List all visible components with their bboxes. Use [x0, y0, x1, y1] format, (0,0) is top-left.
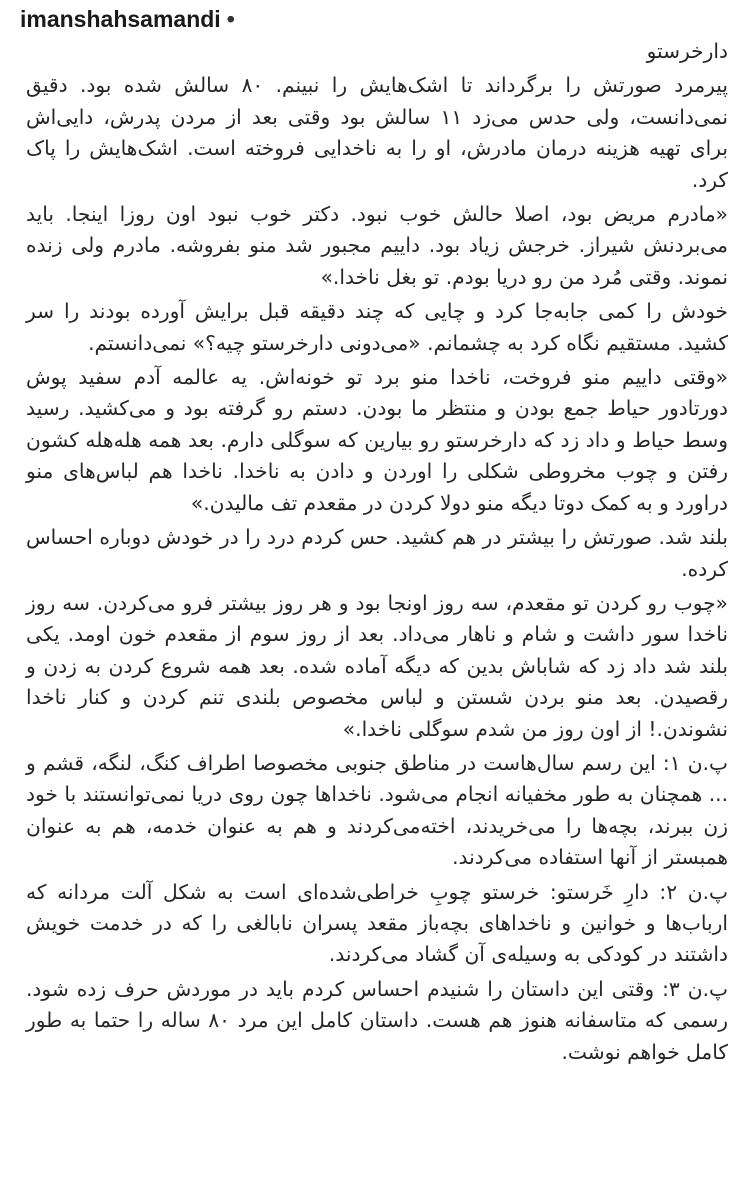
post-header — [20, 2, 235, 36]
caption-paragraph: «چوب رو کردن تو مقعدم، سه روز اونجا بود و هر روز بیشتر فرو می‌کردن. سه روز ناخدا سور داشت و شام و ناهار می‌داد. بعد از روز سوم از مقعدم خون اومد. یکی بلند شد داد زد که شاباش بدین که دیگه آماده شده. بعد همه شروع کردن به زدن و رقصیدن. بعد منو بردن شستن و لباس مخصوص بلندی تنم کردن و کنار ناخدا نشوندن.! از اون روز من شدم سوگلی ناخدا.» — [26, 590, 728, 741]
footnote-3: پ.ن ۳: وقتی این داستان را شنیدم احساس کردم باید در موردش حرف زده شود. رسمی که متاسفانه هنوز هم هست. داستان کامل این مرد ۸۰ ساله را حتما به طور کامل خواهم نوشت. — [26, 976, 728, 1064]
caption-title: دارخرستو — [646, 39, 728, 63]
caption-paragraph: خودش را کمی جابه‌جا کرد و چایی که چند دقیقه قبل برایش آورده بودند را سر کشید. مستقیم نگاه کرد به چشمانم. «می‌دونی دارخرستو چیه؟» نمی‌دانستم. — [26, 299, 728, 355]
caption-paragraph: بلند شد. صورتش را بیشتر در هم کشید. حس کردم درد را در خودش دوباره احساس کرده. — [26, 525, 728, 581]
post-caption — [26, 36, 728, 1200]
caption-paragraph: «وقتی داییم منو فروخت، ناخدا منو برد تو خونه‌اش. یه عالمه آدم سفید پوش دورتادور حیاط جمع بودن و منتظر ما بودن. دستم رو گرفته بود و می‌کشید. رسید وسط حیاط و داد زد که دارخرستو رو بیارین که سوگلی دارم. بعد همه هله‌هله کشون رفتن و چوب مخروطی شکلی را اوردن و دادن به ناخدا. ناخدا هم لباس‌های منو دراورد و به کمک دوتا دیگه منو دولا کردن در مقعدم تف مالیدن.» — [26, 365, 728, 515]
username-link[interactable]: imanshahsamandi — [20, 6, 221, 32]
caption-paragraph: «مادرم مریض بود، اصلا حالش خوب نبود. دکتر خوب نبود اون روزا اینجا. باید می‌بردنش شیراز. خرجش زیاد بود. داییم مجبور شد منو بفروشه. مادرم ولی زنده نموند. وقتی مُرد من رو دریا بودم. تو بغل ناخدا.» — [26, 202, 728, 289]
footnote-1: پ.ن ۱: این رسم سال‌هاست در مناطق جنوبی مخصوصا اطراف کنگ، لنگه، قشم و ... همچنان به طور مخفیانه انجام می‌شود. ناخداها چون روی دریا نمی‌توانستند با خود زن ببرند، بچه‌ها را می‌خریدند، اخته‌می‌کردند و هم به عنوان خدمه، هم به عنوان همبستر از آنها استفاده می‌کردند. — [26, 750, 728, 870]
footnote-2: پ.ن ۲: دارِ خَرستو: خرستو چوبِ خراطی‌شده‌ای است به شکل آلت مردانه که ارباب‌ها و خوانین و ناخداهای بچه‌باز مقعد پسران نابالغی را که در خدمت خویش داشتند در کودکی به وسیله‌ی آن گشاد می‌کردند. — [26, 879, 728, 967]
caption-paragraph: پیرمرد صورتش را برگرداند تا اشک‌هایش را نبینم. ۸۰ سالش شده بود. دقیق نمی‌دانست، ولی حدس می‌زد ۱۱ سالش بود وقتی بعد از مردن پدرش، دایی‌اش برای تهیه هزینه درمان مادرش، او را به ناخدایی فروخته است. اشک‌هایش را پاک کرد. — [26, 73, 729, 192]
separator-dot: • — [226, 6, 235, 32]
